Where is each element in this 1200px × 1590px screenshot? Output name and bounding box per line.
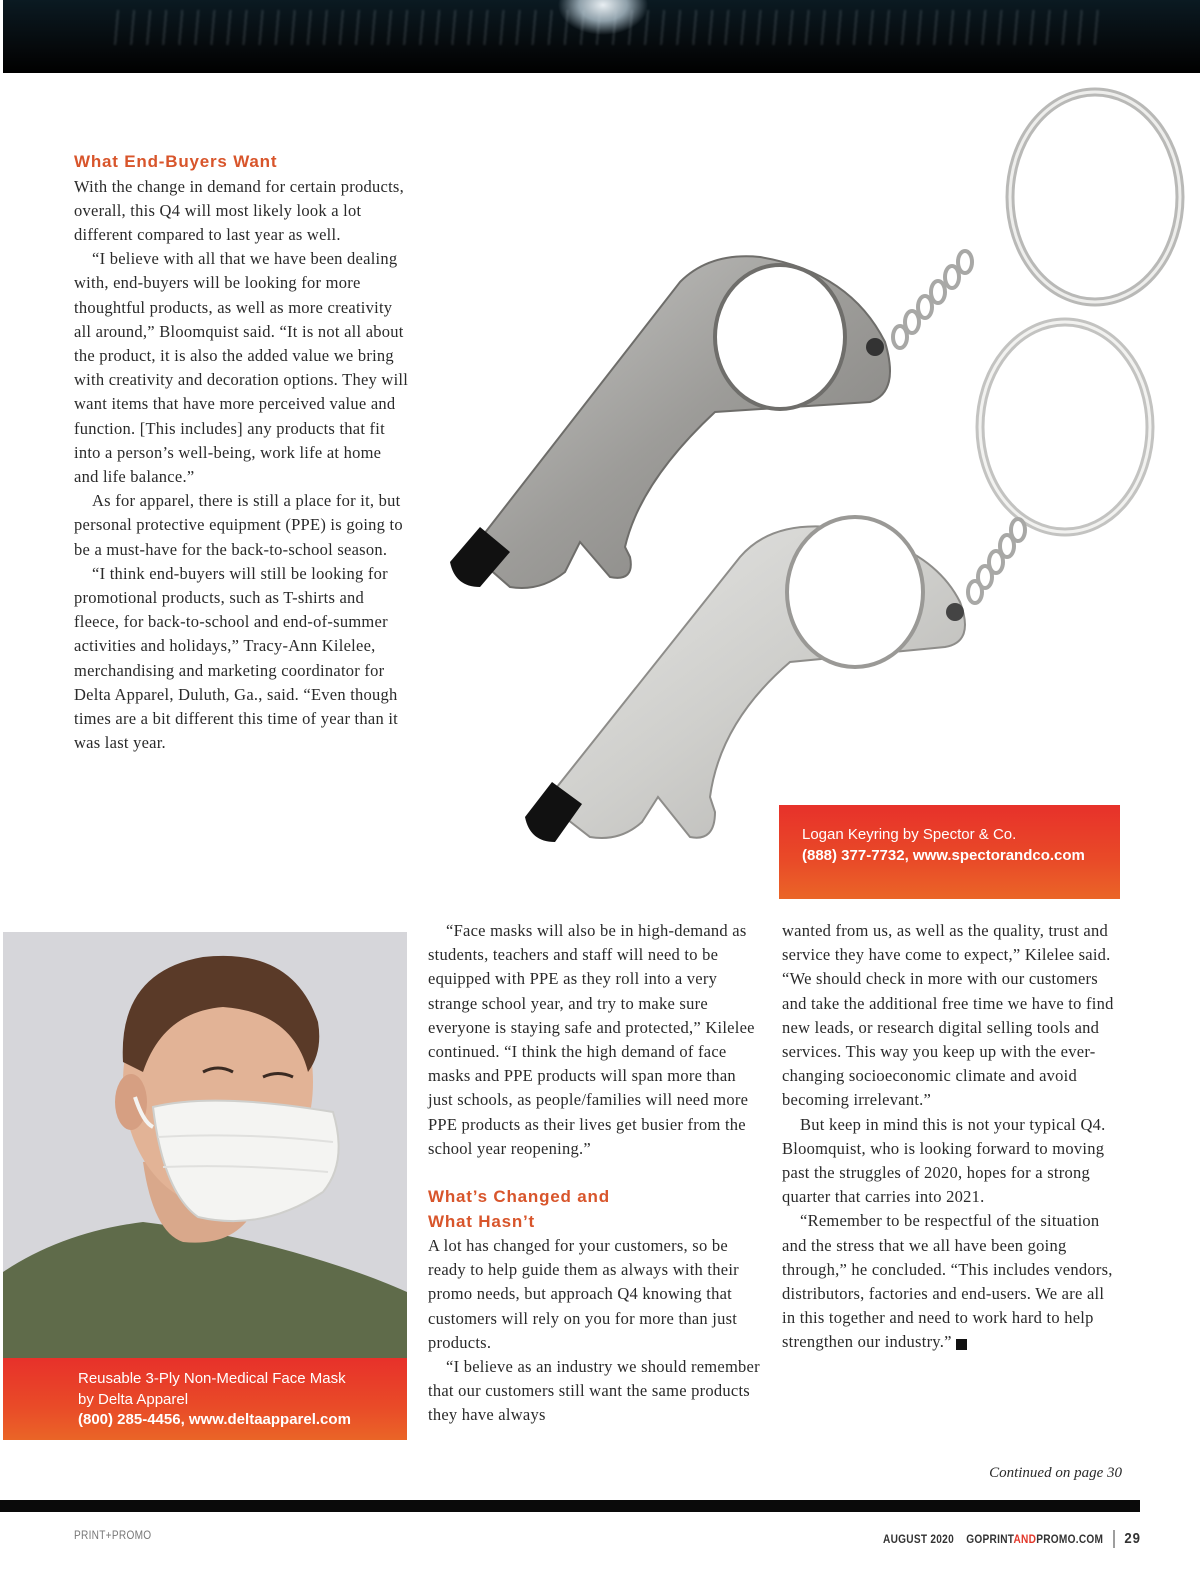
section-heading: What End-Buyers Want [74, 152, 278, 171]
key-ring-small [980, 322, 1150, 532]
water-splash [103, 10, 1103, 45]
door-opener-tool-silver [525, 517, 965, 842]
article-column-3 [782, 919, 1120, 1355]
caption-contact: (888) 377-7732, www.spectorandco.com [802, 846, 1085, 864]
keyring-product-photo [430, 82, 1200, 882]
caption-contact: (800) 285-4456, www.deltaapparel.com [78, 1411, 351, 1428]
face-mask-product-photo [3, 932, 407, 1358]
paragraph: “I believe as an industry we should remember that our customers still want the same products they have always [428, 1357, 760, 1425]
paragraph: “I believe with all that we have been dealing with, end-buyers will be looking for more thoughtful products, as well as more creativity all around,” Bloomquist said. “It is not all about the product, it is also the added value we bring with creativity and decoration options. They will want items that have more perceived value and function. [This includes] any products that fit into a person’s well-being, work life at home and life balance.” [74, 249, 409, 486]
paragraph: With the change in demand for certain products, overall, this Q4 will most likely look a lot different compared to last year as well. [74, 176, 404, 244]
paragraph: “I think end-buyers will still be looking for promotional products, such as T-shirts and fleece, for back-to-school and end-of-summer activities and holidays,” Tracy-Ann Kilelee, merchandising and marketing coordinator for Delta Apparel, Duluth, Ga., said. “Even though times are a bit different this time of year than it was last year. [74, 563, 399, 753]
end-of-article-icon: + [956, 1339, 967, 1350]
footer-info [883, 1530, 1141, 1548]
top-banner-photo [3, 0, 1200, 73]
paragraph: A lot has changed for your customers, so be ready to help guide them as always with their promo needs, but approach Q4 knowing that customers will rely on you for more than just products. [428, 1236, 739, 1352]
paragraph: wanted from us, as well as the quality, trust and service they have come to expect,” Kilelee said. “We should check in more with our customers and take the additional free time we have to find new leads, or research digital selling tools and services. This way you keep up with the ever-changing socioeconomic climate and avoid becoming irrelevant.” [782, 921, 1114, 1110]
caption-product-name: Logan Keyring by Spector & Co. [802, 826, 1017, 843]
article-column-1 [74, 150, 409, 755]
caption-product-brand: by Delta Apparel [78, 1390, 189, 1408]
footer-website: GOPRINTANDPROMO.COM [966, 1534, 1104, 1546]
key-ring-large [1010, 92, 1180, 302]
paragraph: But keep in mind this is not your typical Q4. Bloomquist, who is looking forward to moving past the struggles of 2020, hopes for a strong quarter that carries into 2021. [782, 1114, 1106, 1207]
section-heading: What’s Changed and What Hasn’t [428, 1187, 610, 1231]
continued-notice: Continued on page 30 [989, 1465, 1122, 1481]
footer-rule [0, 1500, 1140, 1512]
paragraph: As for apparel, there is still a place for it, but personal protective equipment (PPE) is going to be a must-have for the back-to-school season. [74, 491, 403, 559]
footer-divider [1113, 1530, 1114, 1548]
footer-magazine-name: PRINT+PROMO [74, 1530, 152, 1542]
keyring-caption [779, 805, 1120, 899]
caption-product-name: Reusable 3-Ply Non-Medical Face Mask [78, 1370, 346, 1387]
page-number: 29 [1124, 1530, 1141, 1547]
paragraph: “Face masks will also be in high-demand as students, teachers and staff will need to be equipped with PPE as they roll into a very strange school year, and try to make sure everyone is staying safe and protected,” Kilelee continued. “I think the high demand of face masks and PPE products will span more than just schools, as people/families will need more PPE products as their lives get busier from the school year reopening.” [428, 921, 755, 1158]
mask-caption [3, 1358, 407, 1440]
article-column-2 [428, 919, 763, 1428]
paragraph: “Remember to be respectful of the situation and the stress that we all have been going through,” he concluded. “This includes vendors, distributors, factories and end-users. We are all in this together and need to work hard to help strengthen our industry.” + [782, 1211, 1113, 1352]
footer-date: AUGUST 2020 [883, 1534, 954, 1546]
